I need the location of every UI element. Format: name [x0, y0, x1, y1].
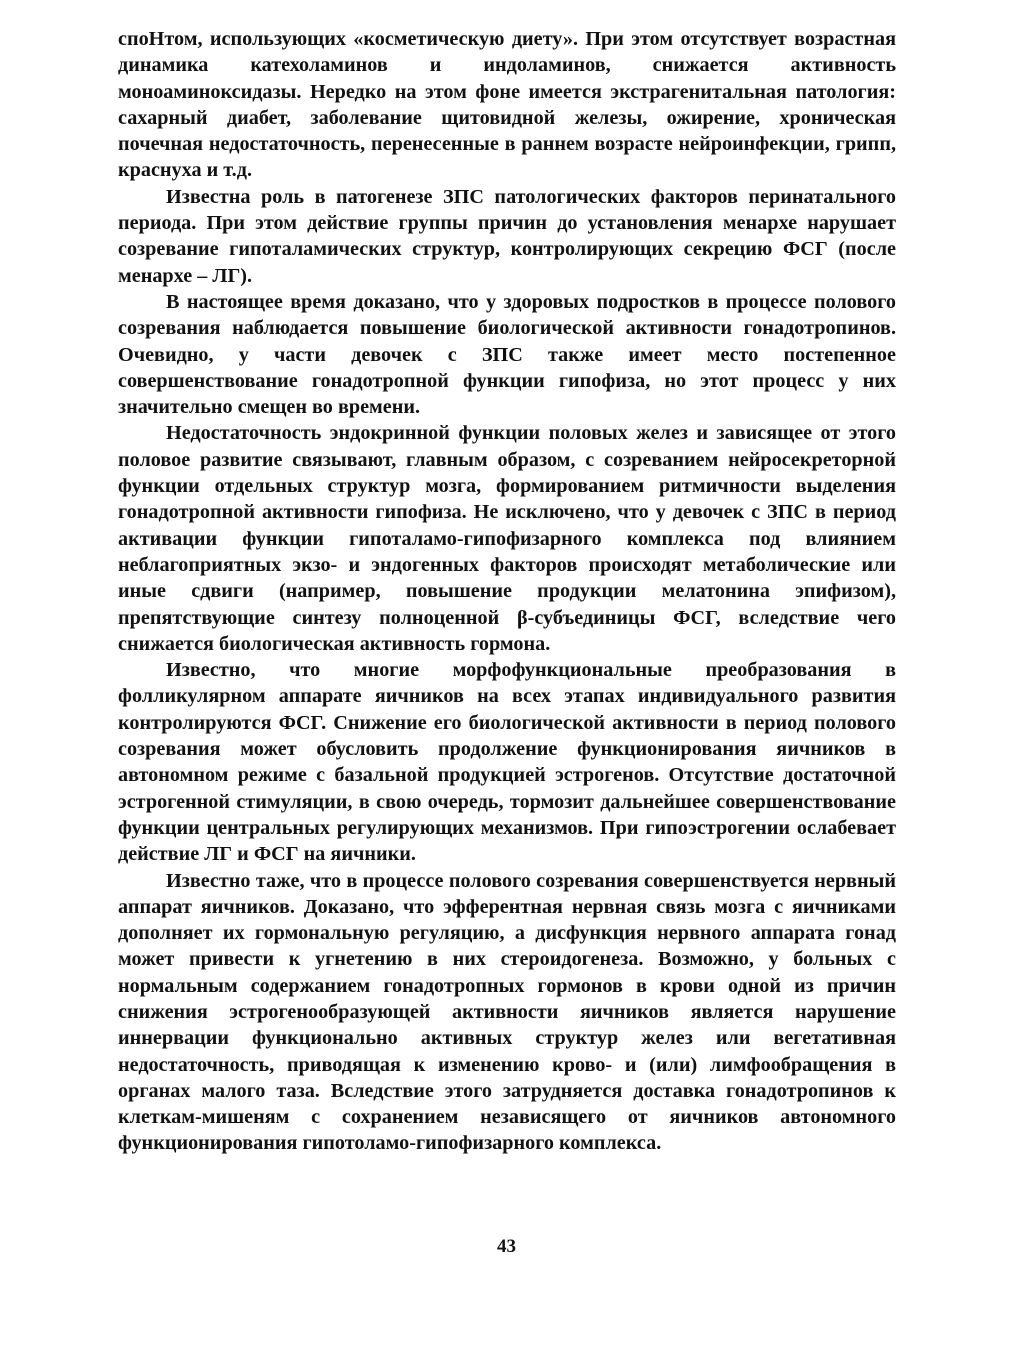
paragraph-3: В настоящее время доказано, что у здоровых подростков в процессе полового созревания наблюдается повышение биологической активности гонадотропинов. Очевидно, у части девочек с ЗПС также имеет место постепенное совершенствование гонадотропной функции гипофиза, но этот процесс у них значительно смещен во времени.	[118, 290, 896, 419]
paragraph-6: Известно таже, что в процессе полового созревания совершенствуется нервный аппарат яичников. Доказано, что эфферентная нервная связь мозга с яичниками дополняет их гормональную регуляцию, а дисфункция нервного аппарата гонад может привести к угнетению в них стероидогенеза. Возможно, у больных с нормальным содержанием гонадотропных гормонов в крови одной из причин снижения эстрогенообразующей активности яичников является нарушение иннервации функционально активных структур желез или вегетативная недостаточность, приводящая к изменению крово- и (или) лимфообращения в органах малого таза. Вследствие этого затрудняется доставка гонадотропинов к клеткам-мишеням с сохранением независящего от яичников автономного функционирования гипотоламо-гипофизарного комплекса.	[118, 869, 896, 1155]
paragraph-5: Известно, что многие морфофункциональные преобразования в фолликулярном аппарате яичников на всех этапах индивидуального развития контролируются ФСГ. Снижение его биологической активности в период полового созревания может обусловить продолжение функционирования яичников в автономном режиме с базальной продукцией эстрогенов. Отсутствие достаточной эстрогенной стимуляции, в свою очередь, тормозит дальнейшее совершенствование функции центральных регулирующих механизмов. При гипоэстрогении ослабевает действие ЛГ и ФСГ на яичники.	[118, 659, 896, 866]
paragraph-1: споНтом, использующих «косметическую диету». При этом отсутствует возрастная динамика катехоламинов и индоламинов, снижается активность моноаминоксидазы. Нередко на этом фоне имеется экстрагенитальная патология: сахарный диабет, заболевание щитовидной железы, ожирение, хроническая почечная недостаточность, перенесенные в раннем возрасте нейроинфекции, грипп, краснуха и т.д.	[118, 28, 896, 182]
paragraph-4: Недостаточность эндокринной функции половых желез и зависящее от этого половое развитие связывают, главным образом, с созреванием нейросекреторной функции отдельных структур мозга, формированием ритмичности выделения гонадотропной активности гипофиза. Не исключено, что у девочек с ЗПС в период активации функции гипоталамо-гипофизарного комплекса под влиянием неблагоприятных экзо- и эндогенных факторов происходят метаболические или иные сдвиги (например, повышение продукции мелатонина эпифизом), препятствующие синтезу полноценной β-субъединицы ФСГ, вследствие чего снижается биологическая активность гормона.	[118, 422, 896, 655]
page-number: 43	[497, 1236, 516, 1257]
paragraph-2: Известна роль в патогенезе ЗПС патологических факторов перинатального периода. При этом действие группы причин до установления менархе нарушает созревание гипоталамических структур, контролирующих секрецию ФСГ (после менархе – ЛГ).	[118, 185, 896, 287]
page-body	[118, 26, 896, 1157]
